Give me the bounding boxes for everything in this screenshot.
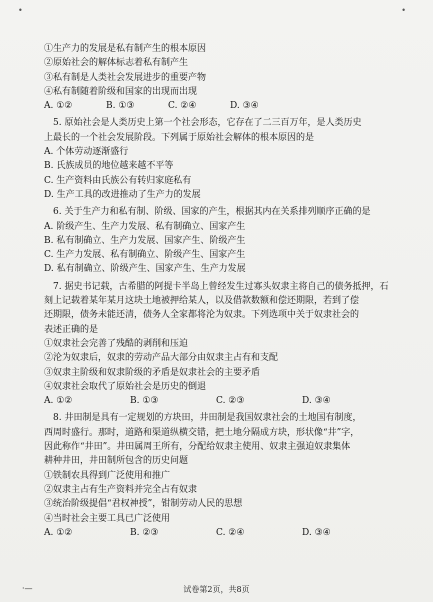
option-d[interactable]: D. ③④ — [230, 101, 259, 112]
question-5-stem-1: 5. 原始社会是人类历史上第一个社会形态，它存在了二三百万年，是人类历史 — [53, 118, 362, 129]
option-c[interactable]: C. ②③ — [216, 396, 245, 407]
corner-mark-bottom: ·— — [22, 584, 33, 593]
statement-1: ①生产力的发展是私有制产生的根本原因 — [44, 44, 207, 54]
option-a[interactable]: A. ①② — [44, 527, 73, 538]
option-b[interactable]: B. ①③ — [130, 396, 159, 407]
options-q4 — [44, 99, 404, 113]
option-b[interactable]: B. ①③ — [106, 101, 135, 112]
question-7-stem-1: 7. 据史书记载，古希腊的阿提卡半岛上曾经发生过寡头奴隶主将自己的债务抵押，石 — [53, 281, 389, 292]
statement-3: ③奴隶主阶级和奴隶阶级的矛盾是奴隶社会的主要矛盾 — [44, 367, 261, 378]
option-a[interactable]: A. 阶级产生、生产力发展、私有制确立、国家产生 — [44, 221, 246, 232]
statement-2: ②沦为奴隶后，奴隶的劳动产品大部分由奴隶主占有和支配 — [44, 353, 279, 364]
question-8-stem-4: 耕种井田，井田制所包含的历史问题 — [44, 456, 189, 467]
page-footer: 试卷第2页，共8页 — [183, 585, 250, 594]
question-7-stem-4: 表述正确的是 — [44, 324, 99, 335]
option-b[interactable]: B. ②③ — [130, 527, 159, 538]
option-d[interactable]: D. 私有制确立、阶级产生、国家产生、生产力发展 — [44, 264, 246, 275]
corner-mark-left: • — [18, 6, 24, 15]
statement-1: ①铁制农具得到广泛使用和推广 — [44, 470, 171, 481]
statement-4: ④私有制随着阶级和国家的出现而出现 — [44, 86, 198, 97]
statement-2: ②奴隶主占有生产资料并完全占有奴隶 — [44, 484, 198, 495]
options-q7 — [44, 394, 404, 408]
option-c[interactable]: C. ②④ — [216, 527, 245, 538]
question-8-stem-1: 8. 井田制是具有一定规划的方块田，井田制是我国奴隶社会的土地国有制度， — [53, 413, 362, 424]
question-8-stem-2: 西周时盛行。那时，道路和渠道纵横交错，把土地分隔成方块，形状像“井”字， — [44, 427, 360, 438]
question-7-stem-3: 还期限，债务未能还清，债务人全家都将沦为奴隶。下列选项中关于奴隶社会的 — [44, 310, 360, 321]
option-d[interactable]: D. ③④ — [302, 527, 331, 538]
option-d[interactable]: D. ③④ — [302, 396, 331, 407]
option-d[interactable]: D. 生产工具的改进推动了生产力的发展 — [44, 189, 201, 200]
statement-4: ④当时社会主要工具已广泛使用 — [44, 513, 171, 524]
question-7-stem-2: 刻上记载着某年某月这块土地被押给某人，以及借款数额和偿还期限，若到了偿 — [44, 296, 360, 307]
option-a[interactable]: A. ①② — [44, 396, 73, 407]
option-a[interactable]: A. ①② — [44, 101, 73, 112]
option-a[interactable]: A. 个体劳动逐渐盛行 — [44, 147, 129, 158]
option-c[interactable]: C. 生产资料由氏族公有转归家庭私有 — [44, 175, 192, 186]
question-6-stem: 6. 关于生产力和私有制、阶级、国家的产生，根据其内在关系排列顺序正确的是 — [53, 207, 371, 218]
question-content — [44, 42, 404, 540]
statement-3: ③统治阶级提倡“君权神授”，钳制劳动人民的思想 — [44, 499, 243, 510]
question-8-stem-3: 因此称作“井田”。井田属周王所有，分配给奴隶主使用、奴隶主强迫奴隶集体 — [44, 442, 351, 453]
option-c[interactable]: C. 生产力发展、私有制确立、阶级产生、国家产生 — [44, 250, 246, 261]
option-c[interactable]: C. ②④ — [168, 101, 197, 112]
options-q8 — [44, 526, 404, 540]
option-b[interactable]: B. 氏族成员的地位越来越不平等 — [44, 161, 174, 172]
corner-mark-right: • — [401, 6, 407, 15]
statement-4: ④奴隶社会取代了原始社会是历史的倒退 — [44, 381, 207, 392]
statement-3: ③私有制是人类社会发展进步的重要产物 — [44, 72, 207, 83]
question-5-stem-2: 上最长的一个社会发展阶段。下列属于原始社会解体的根本原因的是 — [44, 132, 315, 143]
option-b[interactable]: B. 私有制确立、生产力发展、国家产生、阶级产生 — [44, 235, 246, 246]
statement-1: ①奴隶社会完善了残酷的剥削和压迫 — [44, 338, 189, 349]
statement-2: ②原始社会的解体标志着私有制产生 — [44, 58, 189, 69]
